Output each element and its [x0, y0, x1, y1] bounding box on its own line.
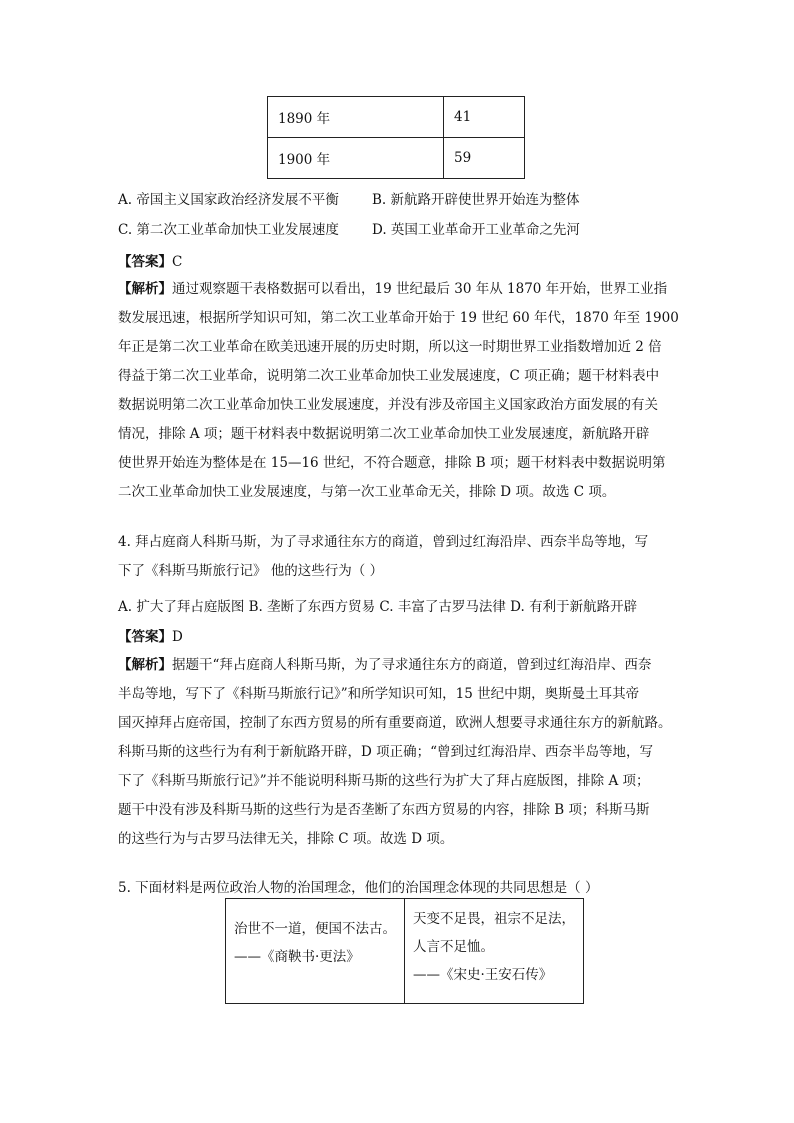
analysis-line: 科斯马斯的这些行为有利于新航路开辟，D 项正确；“曾到过红海沿岸、西奈半岛等地，写 — [118, 744, 654, 760]
quote-text: 治世不一道，便国不法古。 — [234, 921, 396, 937]
stem-line: 下了《科斯马斯旅行记》 他的这些行为（ ） — [118, 563, 384, 579]
q3-option-a: A. 帝国主义国家政治经济发展不平衡 — [118, 192, 339, 208]
analysis-line: 【解析】据题干“拜占庭商人科斯马斯，为了寻求通往东方的商道，曾到过红海沿岸、西奈 — [118, 657, 652, 673]
q4-analysis — [118, 651, 678, 854]
value-cell: 59 — [444, 138, 525, 179]
year-cell: 1900 年 — [268, 138, 444, 179]
answer-tag: 【答案】 — [118, 629, 172, 645]
analysis-line: 国灭掉拜占庭帝国，控制了东西方贸易的所有重要商道，欧洲人想要寻求通往东方的新航路。 — [118, 715, 672, 731]
answer-value: D — [172, 629, 183, 645]
analysis-line: 题干中没有涉及科斯马斯的这些行为是否垄断了东西方贸易的内容，排除 B 项；科斯马斯 — [118, 802, 650, 818]
q4-options: A. 扩大了拜占庭版图 B. 垄断了东西方贸易 C. 丰富了古罗马法律 D. 有利于新航路开辟 — [118, 599, 638, 615]
analysis-line: 的这些行为与古罗马法律无关，排除 C 项。故选 D 项。 — [118, 831, 454, 847]
analysis-line: 情况，排除 A 项；题干材料表中数据说明第二次工业革命加快工业发展速度，新航路开辟 — [118, 426, 650, 442]
q3-option-c: C. 第二次工业革命加快工业发展速度 — [118, 222, 339, 238]
quote-table — [225, 898, 584, 1004]
quote-source: ——《商鞅书·更法》 — [234, 949, 360, 965]
analysis-tag: 【解析】 — [118, 657, 172, 673]
analysis-line: 数据说明第二次工业革命加快工业发展速度，并没有涉及帝国主义国家政治方面发展的有关 — [118, 397, 658, 413]
analysis-tag: 【解析】 — [118, 281, 172, 297]
q3-option-b: B. 新航路开辟使世界开始连为整体 — [372, 192, 580, 208]
analysis-line: 下了《科斯马斯旅行记》”并不能说明科斯马斯的这些行为扩大了拜占庭版图，排除 A 项； — [118, 773, 650, 789]
quote-text: 天变不足畏，祖宗不足法， — [413, 911, 575, 927]
table-row — [268, 97, 525, 138]
stem-line: 4. 拜占庭商人科斯马斯，为了寻求通往东方的商道，曾到过红海沿岸、西奈半岛等地，写 — [118, 534, 649, 550]
quote-cell-shang-yang — [226, 899, 405, 1004]
analysis-line: 数发展迅速，根据所学知识可知，第二次工业革命开始于 19 世纪 60 年代，1870 年至 1900 — [118, 310, 679, 326]
value-cell: 41 — [444, 97, 525, 138]
quote-source: ——《宋史·王安石传》 — [413, 967, 553, 983]
answer-value: C — [172, 254, 183, 270]
analysis-line: 二次工业革命加快工业发展速度，与第一次工业革命无关，排除 D 项。故选 C 项。 — [118, 484, 616, 500]
analysis-line: 得益于第二次工业革命，说明第二次工业革命加快工业发展速度，C 项正确；题干材料表中 — [118, 368, 660, 384]
table-row — [268, 138, 525, 179]
q4-stem — [118, 528, 678, 586]
answer-tag: 【答案】 — [118, 254, 172, 270]
table-row — [226, 899, 584, 1004]
q3-answer — [118, 250, 182, 270]
q3-option-d: D. 英国工业革命开工业革命之先河 — [372, 222, 580, 238]
q5-stem: 5. 下面材料是两位政治人物的治国理念，他们的治国理念体现的共同思想是（ ） — [118, 880, 599, 896]
q4-answer — [118, 625, 183, 645]
analysis-line: 年正是第二次工业革命在欧美迅速开展的历史时期，所以这一时期世界工业指数增加近 2 倍 — [118, 339, 662, 355]
analysis-line: 使世界开始连为整体是在 15—16 世纪，不符合题意，排除 B 项；题干材料表中数据说明第 — [118, 455, 666, 471]
analysis-line: 半岛等地，写下了《科斯马斯旅行记》”和所学知识可知，15 世纪中期，奥斯曼土耳其帝 — [118, 686, 640, 702]
quote-cell-wang-anshi — [405, 899, 584, 1004]
analysis-line: 【解析】通过观察题干表格数据可以看出，19 世纪最后 30 年从 1870 年开始，世界工业指 — [118, 281, 668, 297]
q3-analysis — [118, 275, 678, 507]
year-cell: 1890 年 — [268, 97, 444, 138]
industry-index-table — [267, 96, 525, 179]
quote-text: 人言不足恤。 — [413, 939, 494, 955]
